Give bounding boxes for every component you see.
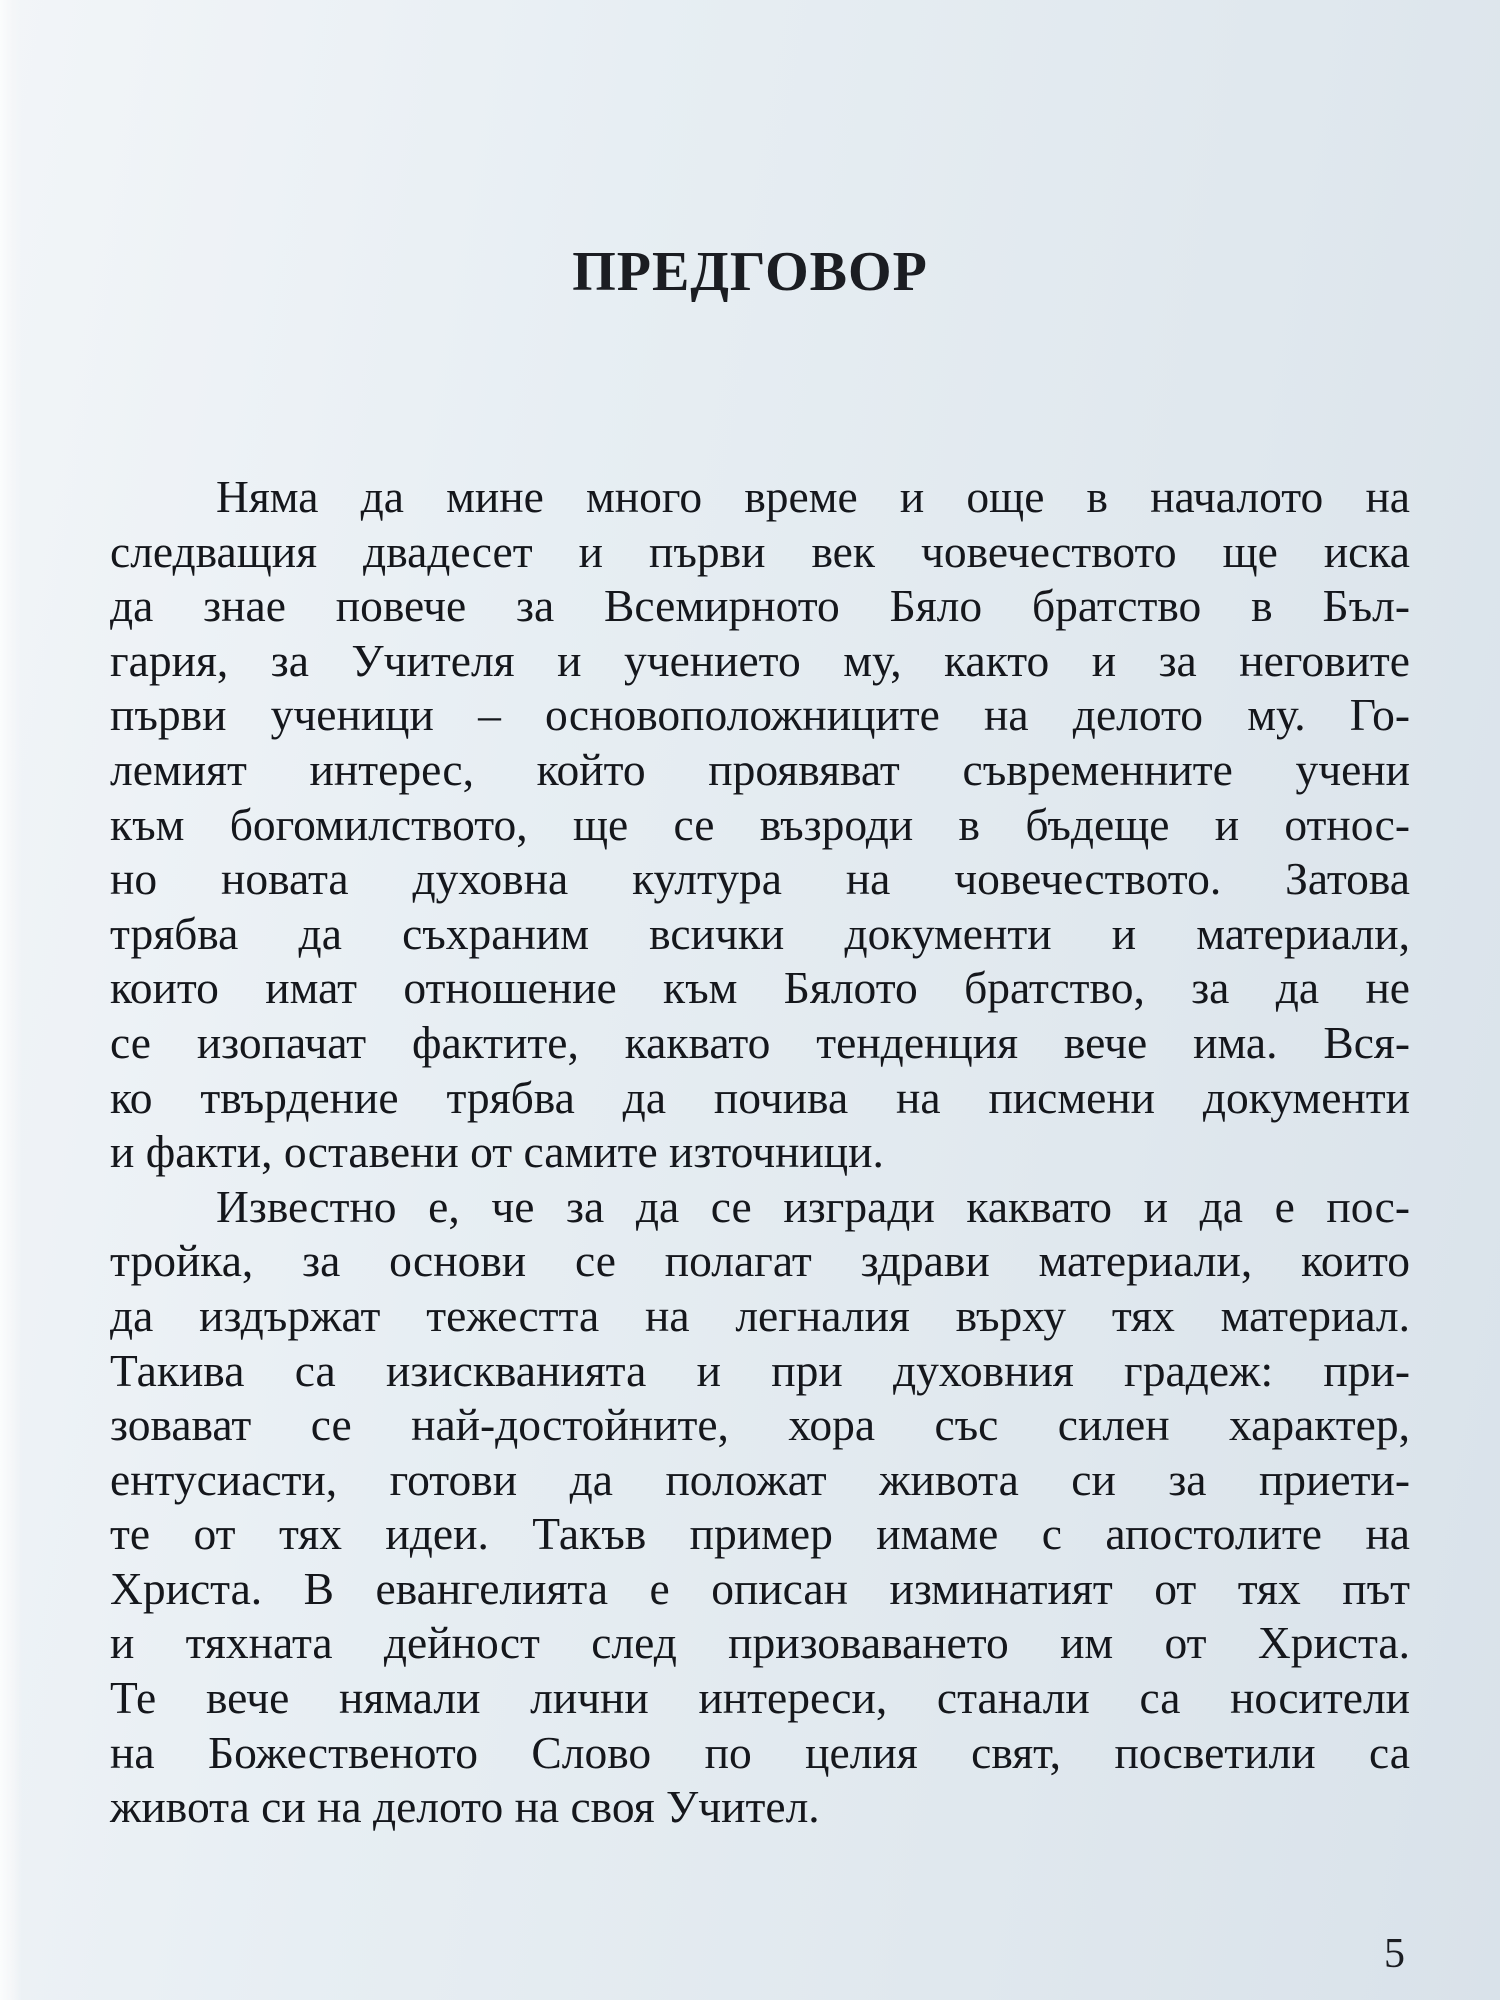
text-line: те от тях идеи. Такъв пример имаме с апостолите на bbox=[110, 1508, 1410, 1560]
text-line: трябва да съхраним всички документи и материали, bbox=[110, 907, 1410, 959]
paragraph-1 bbox=[110, 470, 1410, 1180]
text-line: Няма да мине много време и още в началото на bbox=[216, 471, 1410, 522]
page-title: ПРЕДГОВОР bbox=[572, 241, 928, 303]
text-line: към богомилството, ще се възроди в бъдеще и относ- bbox=[110, 798, 1410, 850]
text-line: първи ученици – основоположниците на делото му. Го- bbox=[110, 689, 1410, 741]
text-line: гария, за Учителя и учението му, както и за неговите bbox=[110, 634, 1410, 686]
text-line: ко твърдение трябва да почива на писмени документи bbox=[110, 1071, 1410, 1123]
text-line: Известно е, че за да се изгради каквато и да е пос- bbox=[216, 1180, 1410, 1232]
paragraph-2 bbox=[110, 1180, 1410, 1835]
text-line: Те вече нямали лични интереси, станали са носители bbox=[110, 1672, 1410, 1724]
text-line: се изопачат фактите, каквато тенденция вече има. Вся- bbox=[110, 1016, 1410, 1068]
text-line: ентусиасти, готови да положат живота си за приети- bbox=[110, 1453, 1410, 1505]
text-line: следващия двадесет и първи век човечеството ще иска bbox=[110, 525, 1410, 577]
text-line: но новата духовна култура на човечеството. Затова bbox=[110, 853, 1410, 905]
text-line: да знае повече за Всемирното Бяло братство в Бъл- bbox=[110, 580, 1410, 632]
page-number: 5 bbox=[1384, 1931, 1405, 1977]
text-line: живота си на делото на своя Учител. bbox=[110, 1781, 820, 1833]
text-line: Такива са изискванията и при духовния градеж: при- bbox=[110, 1344, 1410, 1396]
text-line: лемият интерес, който проявяват съвременните учени bbox=[110, 743, 1410, 795]
body-text bbox=[110, 470, 1410, 1835]
text-line: Христа. В евангелията е описан изминатият от тях път bbox=[110, 1562, 1410, 1614]
text-line: и факти, оставени от самите източници. bbox=[110, 1126, 884, 1178]
text-line: тройка, за основи се полагат здрави материали, които bbox=[110, 1235, 1410, 1287]
text-line: на Божественото Слово по целия свят, посветили са bbox=[110, 1726, 1410, 1778]
text-line: които имат отношение към Бялото братство, за да не bbox=[110, 962, 1410, 1014]
text-line: и тяхната дейност след призоваването им от Христа. bbox=[110, 1617, 1410, 1669]
text-line: да издържат тежестта на легналия върху тях материал. bbox=[110, 1289, 1410, 1341]
text-line: зовават се най-достойните, хора със силен характер, bbox=[110, 1399, 1410, 1451]
